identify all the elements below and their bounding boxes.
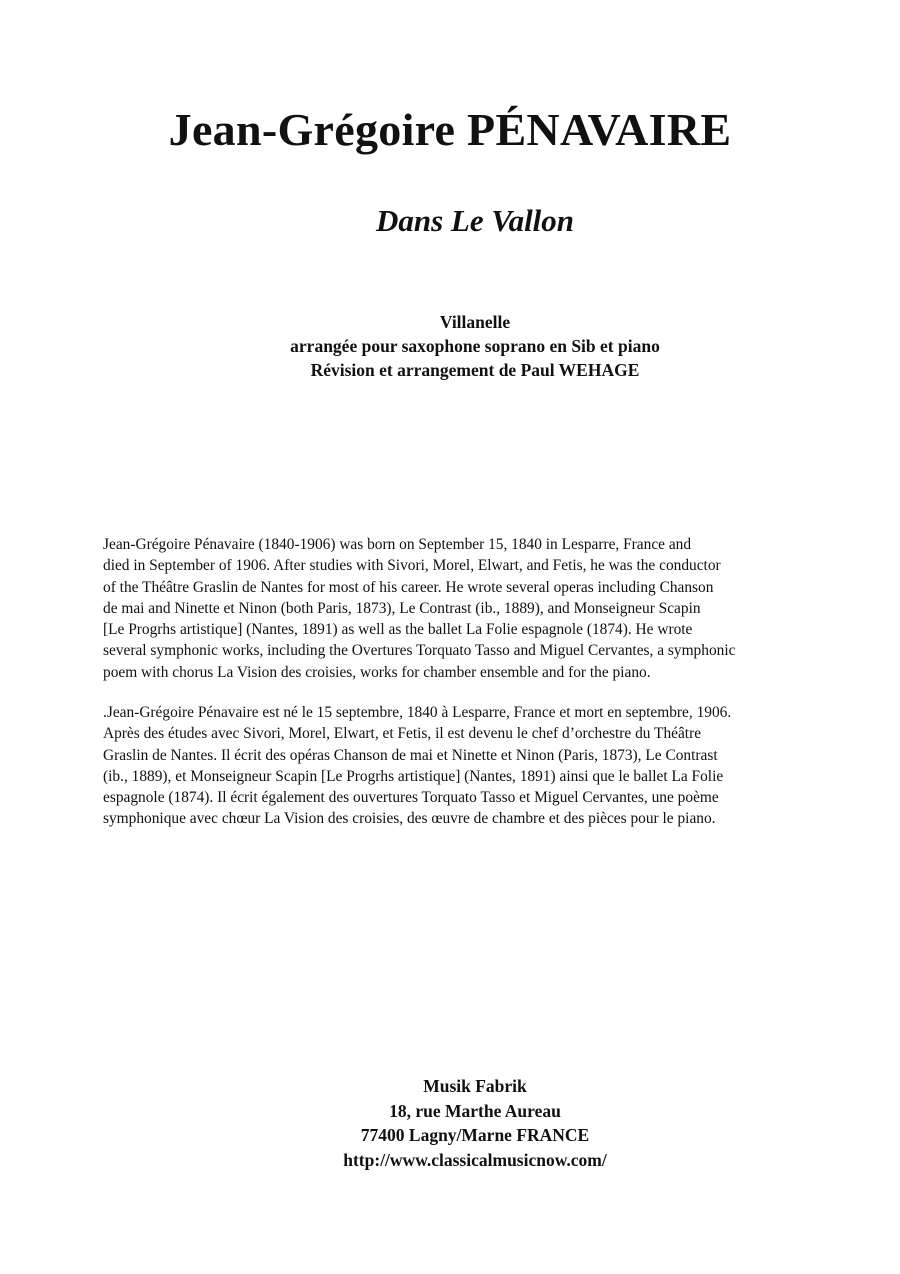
bio-en-line: [Le Progrhs artistique] (Nantes, 1891) as well as the ballet La Folie espagnole (1874). He wrote (103, 621, 693, 639)
publisher-block (0, 1074, 900, 1172)
publisher-street: 18, rue Marthe Aureau (389, 1100, 561, 1121)
subtitle-revision: Révision et arrangement de Paul WEHAGE (310, 360, 640, 380)
bio-fr-line: Après des études avec Sivori, Morel, Elwart, et Fetis, il est devenu le chef d’orchestre du Théâtre (103, 725, 702, 743)
subtitle-genre: Villanelle (439, 312, 511, 332)
bio-en-line: Jean-Grégoire Pénavaire (1840-1906) was born on September 15, 1840 in Lesparre, France and (103, 536, 692, 553)
bio-en-line: of the Théâtre Graslin de Nantes for most of his career. He wrote several operas including Chanson (103, 578, 714, 596)
composer-name: Jean-Grégoire PÉNAVAIRE (168, 104, 732, 155)
work-title: Dans Le Vallon (375, 203, 575, 238)
bio-fr-line: symphonique avec chœur La Vision des croisies, des œuvre de chambre et des pièces pour le piano. (103, 810, 716, 828)
biography-english (103, 534, 855, 683)
bio-en-line: de mai and Ninette et Ninon (both Paris, 1873), Le Contrast (ib., 1889), and Monseigneur Scapin (103, 599, 701, 617)
bio-en-line: several symphonic works, including the Overtures Torquato Tasso and Miguel Cervantes, a symphonic (103, 642, 736, 660)
bio-fr-line: (ib., 1889), et Monseigneur Scapin [Le Progrhs artistique] (Nantes, 1891) ainsi que le ballet La Folie (103, 767, 724, 785)
subtitle-arrangement: arrangée pour saxophone soprano en Sib et piano (290, 336, 660, 356)
subtitle-block (0, 310, 900, 382)
publisher-name: Musik Fabrik (423, 1076, 527, 1096)
bio-en-line: died in September of 1906. After studies with Sivori, Morel, Elwart, and Fetis, he was the conductor (103, 557, 721, 575)
publisher-url: http://www.classicalmusicnow.com/ (343, 1149, 607, 1170)
bio-fr-line: Graslin de Nantes. Il écrit des opéras Chanson de mai et Ninette et Ninon (Paris, 1873), Le Contrast (103, 746, 718, 764)
bio-en-line: poem with chorus La Vision des croisies, works for chamber ensemble and for the piano. (103, 663, 651, 681)
biography-french (103, 702, 855, 830)
bio-fr-line: espagnole (1874). Il écrit également des ouvertures Torquato Tasso et Miguel Cervantes, une poème (103, 789, 719, 807)
publisher-city: 77400 Lagny/Marne FRANCE (360, 1125, 590, 1145)
bio-fr-line: .Jean-Grégoire Pénavaire est né le 15 septembre, 1840 à Lesparre, France et mort en septembre, 1906. (103, 704, 732, 721)
